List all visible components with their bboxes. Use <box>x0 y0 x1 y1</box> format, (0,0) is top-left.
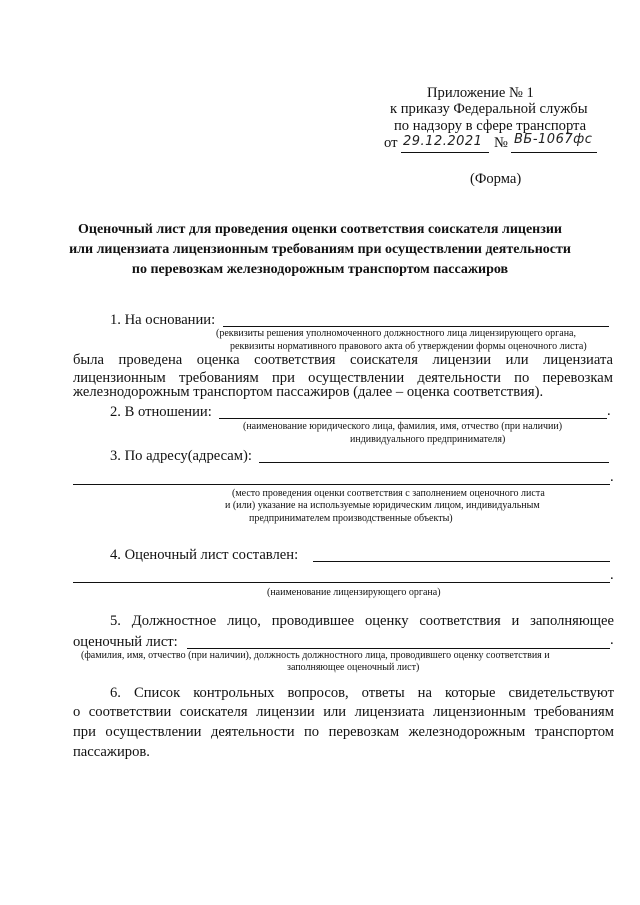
title-line-3: по перевозкам железнодорожным транспортом пассажиров <box>131 262 509 277</box>
order-line: к приказу Федеральной службы <box>390 101 588 117</box>
item1-hint-2: реквизиты нормативного правового акта об утверждении формы оценочного листа) <box>230 341 587 352</box>
item4-field-line-1 <box>313 561 610 562</box>
supervision-line: по надзору в сфере транспорта <box>394 118 587 134</box>
item4-hint-1: (наименование лицензирующего органа) <box>267 587 441 598</box>
title-line-1: Оценочный лист для проведения оценки соответствия соискателя лицензии <box>78 222 562 237</box>
date-underline <box>401 152 489 153</box>
item3-hint-3: предпринимателем производственные объекты) <box>249 513 453 524</box>
item1-text-3: железнодорожным транспортом пассажиров (далее – оценка соответствия). <box>73 384 544 400</box>
item6-text-4: пассажиров. <box>73 744 150 760</box>
item4-label: 4. Оценочный лист составлен: <box>110 547 299 563</box>
item1-text-2: лицензионным требованиям при осуществлении деятельности по перевозкам <box>73 370 613 386</box>
form-label: (Форма) <box>470 171 522 187</box>
item5-text-1: 5. Должностное лицо, проводившее оценку соответствия и заполняющее <box>110 613 614 629</box>
item4-field-line-2 <box>73 582 610 583</box>
item3-field-line-1 <box>259 462 609 463</box>
item1-text-1: была проведена оценка соответствия соискателя лицензии или лицензиата <box>73 352 613 368</box>
order-from-label: от <box>384 135 398 151</box>
item1-label: 1. На основании: <box>110 312 216 328</box>
item3-end: . <box>610 469 614 485</box>
item5-hint-2: заполняющее оценочный лист) <box>287 662 420 673</box>
item6-text-1: 6. Список контрольных вопросов, ответы на которые свидетельствуют <box>110 685 614 701</box>
item4-end: . <box>610 567 614 583</box>
item1-hint-1: (реквизиты решения уполномоченного должностного лица лицензирующего органа, <box>216 328 576 339</box>
item5-hint-1: (фамилия, имя, отчество (при наличии), должность должностного лица, проводившего оценку соответствия и <box>81 650 550 661</box>
order-number-label: № <box>494 135 508 151</box>
item5-label: оценочный лист: <box>73 634 178 650</box>
item2-hint-1: (наименование юридического лица, фамилия, имя, отчество (при наличии) <box>243 421 563 432</box>
item2-hint-2: индивидуального предпринимателя) <box>350 434 506 445</box>
number-underline <box>511 152 597 153</box>
item6-text-3: при осуществлении деятельности по перевозкам железнодорожным транспортом <box>73 724 614 740</box>
title-line-2: или лицензиата лицензионным требованиям при осуществлении деятельности <box>69 242 571 257</box>
item2-end: . <box>607 403 611 419</box>
item3-field-line-2 <box>73 484 610 485</box>
order-number-handwritten: ВБ-1067фс <box>514 132 593 147</box>
item3-hint-1: (место проведения оценки соответствия с заполнением оценочного листа <box>232 488 545 499</box>
item2-label: 2. В отношении: <box>110 404 212 420</box>
item6-text-2: о соответствии соискателя лицензии или лицензиата лицензионным требованиям <box>73 704 614 720</box>
item2-field-line <box>219 418 607 419</box>
item3-label: 3. По адресу(адресам): <box>110 448 252 464</box>
item5-end: . <box>610 632 614 648</box>
appendix-number: Приложение № 1 <box>427 85 534 101</box>
order-date-handwritten: 29.12.2021 <box>403 134 483 149</box>
item3-hint-2: и (или) указание на используемые юридическим лицом, индивидуальным <box>225 500 540 511</box>
